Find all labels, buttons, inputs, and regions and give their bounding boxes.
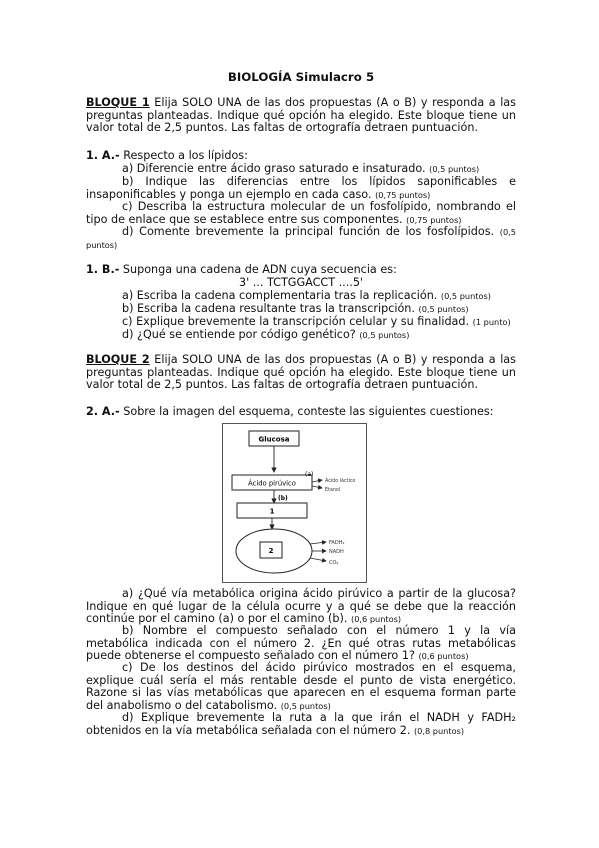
q1b-header (86, 264, 397, 277)
dna-sequence: 3' ... TCTGGACCT ....5' (238, 276, 364, 289)
q2a-a-text: a) ¿Qué vía metabólica origina ácido pirúvico a partir de la glucosa? Indique en qué lugar de la célula ocurre y a qué se debe que la reacción continúe por el camino (a) o por el camino (b). (86, 587, 516, 626)
q2a-header (86, 406, 494, 419)
q1b-c-text: c) Explique brevemente la transcripción celular y su finalidad. (122, 315, 473, 328)
bloque2-heading: BLOQUE 2 (86, 353, 150, 366)
q1a-item-c (86, 201, 516, 226)
bloque1-heading: BLOQUE 1 (86, 96, 150, 109)
box-2-label: 2 (268, 547, 274, 555)
q1b-item-b (86, 303, 516, 316)
q1a-item-d (86, 226, 516, 251)
q1a-b-text: b) Indique las diferencias entre los lípidos saponificables e insaponificables y ponga un ejemplo en cada caso. (86, 175, 516, 201)
q1b-item-c (86, 316, 516, 329)
q2a-item-d (86, 712, 516, 737)
bloque1-text: Elija SOLO UNA de las dos propuestas (A o B) y responda a las preguntas planteadas. Indique qué opción ha elegido. Este bloque tiene un valor total de 2,5 puntos. Las faltas de ortografía detraen puntuación. (86, 96, 516, 135)
q1b-item-a (86, 290, 516, 303)
box-1-label: 1 (269, 507, 275, 516)
q2a-c-points: (0,5 puntos) (280, 700, 331, 711)
q1b-a-text: a) Escriba la cadena complementaria tras la replicación. (122, 289, 441, 302)
q1b-d-text: d) ¿Qué se entiende por código genético? (122, 328, 360, 341)
q1a-d-text: d) Comente brevemente la principal función de los fosfolípidos. (122, 225, 500, 238)
q2a-c-text: c) De los destinos del ácido pirúvico mostrados en el esquema, explique cuál sería el más rentable desde el punto de vista energético. Razone si las vías metabólicas que aparecen en el esquema forman parte del anabolismo o del catabolismo. (86, 661, 516, 712)
q2a-d-text: d) Explique brevemente la ruta a la que irán el NADH y FADH₂ obtenidos en la vía metabólica señalada con el número 2. (86, 711, 516, 737)
q2a-label: 2. A.- (86, 405, 120, 418)
q1b-intro: Suponga una cadena de ADN cuya secuencia es: (119, 263, 397, 276)
q1a-d-points: (0,5 puntos) (86, 227, 516, 250)
fadh2-label: FADH₂ (329, 540, 345, 546)
metabolism-diagram (222, 423, 367, 583)
glucosa-label: Glucosa (258, 435, 290, 444)
path-a-label: (a) (305, 471, 314, 478)
q2a-d-points: (0,8 puntos) (413, 725, 465, 736)
q2a-item-c (86, 662, 516, 712)
q2a-intro: Sobre la imagen del esquema, conteste las siguientes cuestiones: (119, 405, 494, 418)
q1b-b-points: (0,5 puntos) (418, 304, 469, 314)
q1a-b-points: (0,75 puntos) (375, 189, 431, 200)
bloque2-text: Elija SOLO UNA de las dos propuestas (A o B) y responda a las preguntas planteadas. Indique qué opción ha elegido. Este bloque tiene un valor total de 2,5 puntos. Las faltas de ortografía detraen puntuación. (86, 353, 516, 392)
q1b-label: 1. B.- (86, 263, 120, 276)
piruvico-label: Ácido pirúvico (248, 479, 296, 488)
q2a-item-b (86, 625, 516, 663)
lactico-label: Ácido láctico (325, 479, 356, 484)
q1b-item-d (86, 329, 516, 342)
bloque1-instructions (86, 97, 516, 135)
q1b-c-points: (1 punto) (472, 317, 511, 327)
document-title: BIOLOGÍA Simulacro 5 (227, 70, 375, 84)
q1a-header (86, 150, 248, 163)
path-b-label: (b) (278, 495, 288, 502)
q1a-label: 1. A.- (86, 149, 120, 162)
bloque2-instructions (86, 354, 516, 392)
q2a-a-points: (0,6 puntos) (351, 614, 402, 625)
nadh-label: NADH (329, 549, 344, 555)
q1a-item-b (86, 176, 516, 201)
q1a-c-text: c) Describa la estructura molecular de un fosfolípido, nombrando el tipo de enlace que se establece entre sus componentes. (86, 200, 516, 226)
co2-label: CO₂ (329, 560, 339, 566)
q1a-item-a (86, 163, 516, 176)
q2a-b-points: (0,6 puntos) (418, 651, 469, 662)
q2a-item-a (86, 588, 516, 626)
q1b-d-points: (0,5 puntos) (359, 330, 410, 340)
q1b-a-points: (0,5 puntos) (440, 291, 491, 301)
q1a-c-points: (0,75 puntos) (406, 214, 462, 225)
q1a-intro: Respecto a los lípidos: (119, 149, 248, 162)
etanol-label: Etanol (325, 488, 341, 493)
q1b-b-text: b) Escriba la cadena resultante tras la transcripción. (122, 302, 419, 315)
q1a-a-text: a) Diferencie entre ácido graso saturado e insaturado. (122, 162, 430, 175)
q1a-a-points: (0,5 puntos) (429, 164, 480, 174)
q2a-b-text: b) Nombre el compuesto señalado con el número 1 y la vía metabólica indicada con el número 2. ¿En qué otras rutas metabólicas puede obtenerse el compuesto señalado con el número 1? (86, 624, 516, 663)
